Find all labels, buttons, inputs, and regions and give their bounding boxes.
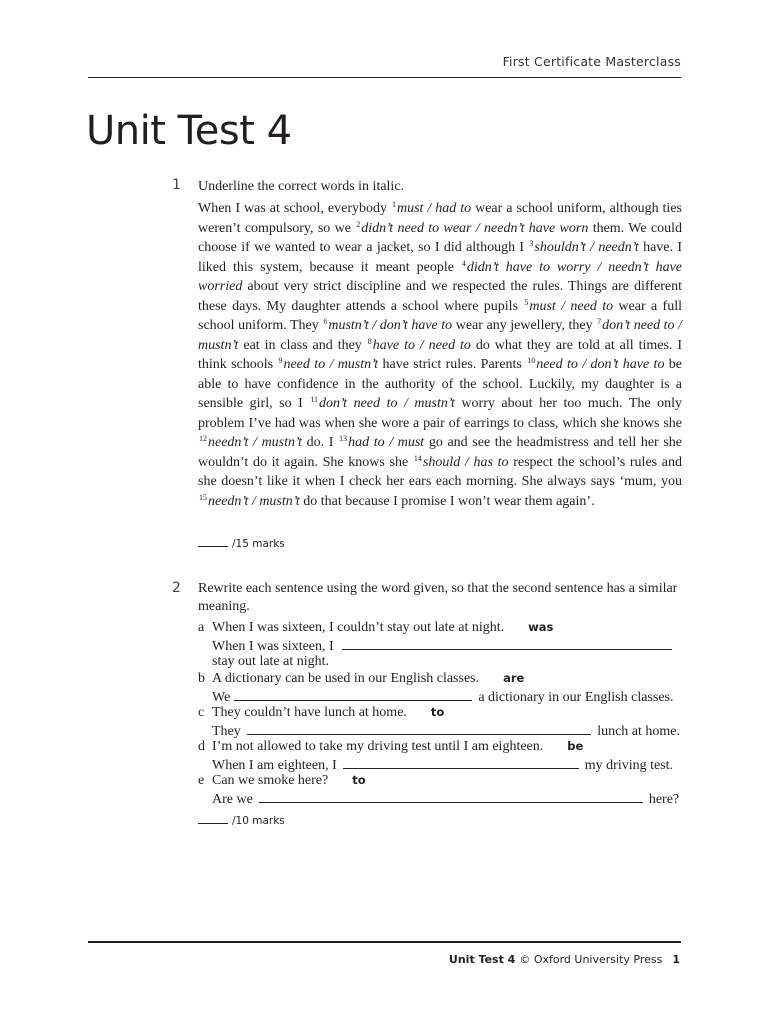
answer-options[interactable]: needn’t / mustn’t [208,493,300,509]
key-word: be [567,739,584,753]
passage-text: have strict rules. Parents [378,357,527,372]
exercise-item-d [198,738,680,755]
question-1-instruction: Underline the correct words in italic. [198,179,405,194]
answer-blank[interactable] [343,755,579,769]
answer-options[interactable]: don’t need to / mustn’t [319,396,455,411]
question-1-marks [198,538,285,550]
answer-options[interactable]: need to / don’t have to [536,357,665,372]
answer-options[interactable]: must / had to [396,201,472,216]
passage-text: worry about her too much. The only problem I’ve had was when she wore a pair of earrings to class, which she knows she [198,396,683,431]
original-sentence: Can we smoke here? [212,773,329,788]
gap-number: 8 [367,336,372,346]
answer-start: When I am eighteen, I [212,758,337,773]
item-letter: e [198,773,205,788]
passage-text: do what they are told at all times. I think schools [198,337,682,372]
question-1-passage [198,199,682,511]
gap-number: 13 [339,434,348,443]
question-2-number: 2 [172,580,181,596]
footer-unit: Unit Test 4 [448,953,516,966]
exercise-item-a [198,619,680,636]
gap-number: 2 [356,219,361,229]
footer-copyright: © Oxford University Press [519,953,663,966]
gap-number: 12 [199,434,207,443]
passage-text: wear a school uniform, although ties weren’t compulsory, so we [198,201,682,236]
passage-text: respect the school’s rules and she doesn’t like it when I check her ears each morning. She always says ‘mum, you [198,454,683,489]
answer-options[interactable]: have to / need to [372,337,471,353]
item-letter: a [198,620,205,635]
answer-end: here? [648,792,680,807]
original-sentence: A dictionary can be used in our English classes. [212,671,480,686]
marks-blank[interactable] [198,823,228,824]
marks-blank[interactable] [198,546,228,547]
question-1-number: 1 [172,177,181,193]
answer-options[interactable]: should / has to [422,454,509,470]
answer-continuation-a [198,653,680,670]
gap-number: 7 [597,317,602,326]
answer-line-c [198,721,680,738]
key-word: to [352,773,366,787]
answer-continuation: stay out late at night. [212,654,330,669]
gap-number: 15 [199,492,207,502]
answer-options[interactable]: need to / mustn’t [283,357,379,372]
passage-text: go and see the headmistress and tell her she wouldn’t do it again. She knows she [198,435,682,470]
key-word: was [528,620,554,634]
gap-number: 3 [529,239,534,248]
passage-text: eat in class and they [238,337,367,353]
original-sentence: When I was sixteen, I couldn’t stay out late at night. [212,620,505,635]
gap-number: 1 [391,200,396,209]
gap-number: 4 [461,258,466,268]
answer-options[interactable]: must / need to [529,298,614,314]
exercise-item-e [198,772,680,789]
answer-line-e [198,789,680,806]
key-word: are [503,671,525,685]
answer-options[interactable]: needn’t / mustn’t [208,435,303,450]
answer-end: a dictionary in our English classes. [478,690,674,705]
gap-number: 9 [278,356,283,365]
passage-text: wear any jewellery, they [452,318,597,333]
item-letter: c [198,705,205,720]
passage-text: do. I [302,435,339,450]
answer-options[interactable]: had to / must [348,435,425,450]
passage-text: When I was at school, everybody [198,201,391,216]
answer-start: We [212,690,231,705]
marks-label: /15 marks [232,538,285,550]
gap-number: 10 [527,356,536,365]
answer-end: my driving test. [584,758,674,773]
answer-line-b [198,687,680,704]
answer-blank[interactable] [247,721,591,735]
gap-number: 14 [413,453,422,463]
answer-blank[interactable] [259,789,643,803]
page-number: 1 [672,953,680,966]
passage-text: about very strict discipline and we respected the rules. Things are different these days. My daughter attends a school where pupils [198,279,682,314]
marks-label: /10 marks [232,815,285,827]
exercise-item-b [198,670,680,687]
answer-start: When I was sixteen, I [212,639,334,654]
original-sentence: They couldn’t have lunch at home. [212,705,407,720]
original-sentence: I’m not allowed to take my driving test until I am eighteen. [212,739,544,754]
item-letter: d [198,739,205,754]
answer-start: Are we [212,792,253,807]
answer-options[interactable]: mustn’t / don’t have to [328,318,453,333]
item-letter: b [198,671,205,686]
answer-line-a [198,636,680,653]
question-2-marks [198,815,285,827]
answer-blank[interactable] [234,687,472,701]
answer-options[interactable]: didn’t have to worry / needn’t have worried [198,259,683,294]
question-2-instruction: Rewrite each sentence using the word given, so that the second sentence has a similar meaning. [198,581,678,614]
header-divider [88,77,681,78]
answer-start: They [212,724,241,739]
gap-number: 6 [323,317,328,326]
exercise-item-c [198,704,680,721]
answer-options[interactable]: shouldn’t / needn’t [534,240,639,255]
footer-divider [88,941,681,943]
answer-blank[interactable] [342,636,672,650]
footer [449,953,680,966]
answer-end: lunch at home. [597,724,680,739]
header-title: First Certificate Masterclass [502,54,681,69]
passage-text: do that because I promise I won’t wear them again’. [299,493,595,509]
passage-text: be able to have confidence in the authority of the school. Luckily, my daughter is a sensible girl, so I [198,357,683,411]
gap-number: 11 [310,395,319,404]
gap-number: 5 [524,297,529,307]
passage-text: them. We could choose if we wanted to wear a jacket, so I did although I [198,220,683,255]
passage-text: wear a full school uniform. They [198,298,683,333]
answer-line-d [198,755,680,772]
answer-options[interactable]: don’t need to / mustn’t [198,318,682,353]
key-word: to [430,705,445,719]
page-title: Unit Test 4 [86,108,292,154]
answer-options[interactable]: didn’t need to wear / needn’t have worn [361,220,589,236]
passage-text: have. I liked this system, because it meant people [198,240,683,275]
